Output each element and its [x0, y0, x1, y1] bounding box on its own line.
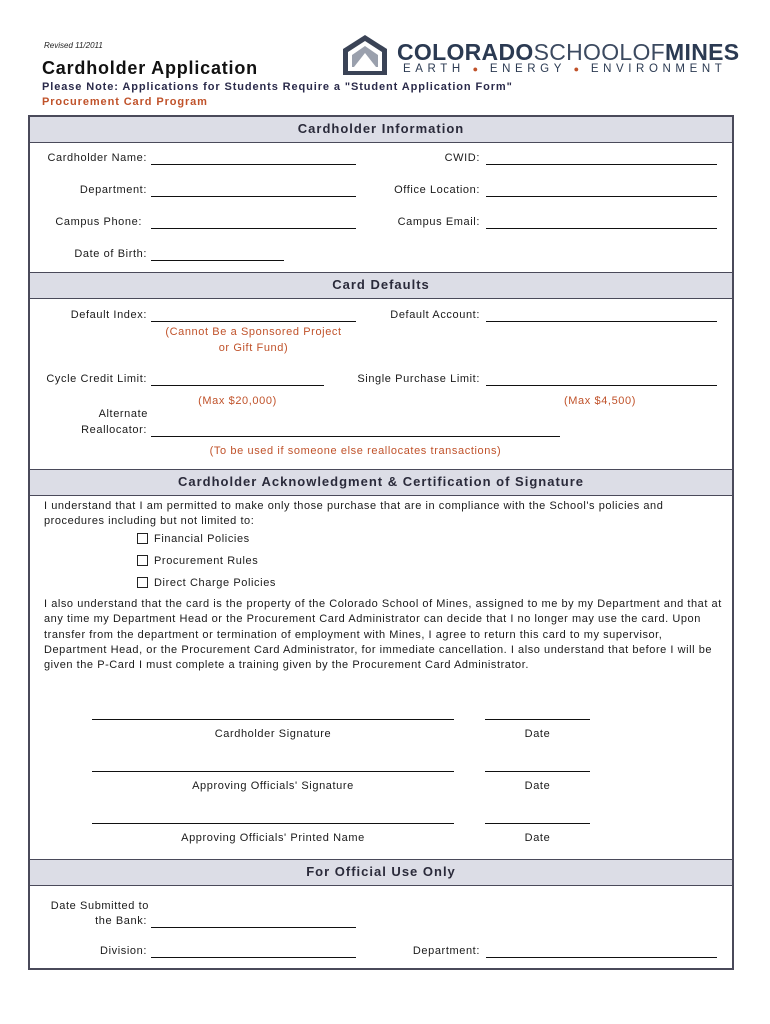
default-index-field[interactable]: [151, 321, 356, 322]
cardholder-signature-date-field[interactable]: [485, 719, 590, 720]
date-submitted-label-line2: the Bank:: [95, 915, 147, 927]
financial-policies-checkbox[interactable]: [137, 533, 148, 544]
approving-official-printed-name-date-field[interactable]: [485, 823, 590, 824]
single-purchase-limit-label: Single Purchase Limit:: [357, 373, 480, 385]
tagline-dot-icon: ●: [573, 64, 584, 74]
office-location-label: Office Location:: [394, 184, 480, 196]
acknowledgment-paragraph-1: I understand that I am permitted to make only those purchase that are in compliance with the School's policies and procedures including but not limited to:: [44, 500, 664, 528]
approving-official-signature-date-caption: Date: [524, 780, 551, 792]
logo-word-mines: MINES: [665, 39, 740, 65]
date-of-birth-label: Date of Birth:: [74, 248, 147, 260]
tagline-energy: ENERGY: [489, 63, 566, 75]
cardholder-signature-field[interactable]: [92, 719, 454, 720]
direct-charge-policies-checkbox[interactable]: [137, 577, 148, 588]
campus-phone-field[interactable]: [151, 228, 356, 229]
procurement-rules-label: Procurement Rules: [154, 555, 259, 567]
program-name: Procurement Card Program: [42, 96, 208, 108]
single-max-note: (Max $4,500): [563, 395, 636, 407]
logo-wordmark: [397, 39, 739, 66]
financial-policies-label: Financial Policies: [154, 533, 250, 545]
section-acknowledgment: Cardholder Acknowledgment & Certification of Signature: [30, 469, 732, 496]
alternate-label: Alternate: [98, 408, 148, 420]
approving-official-printed-name-field[interactable]: [92, 823, 454, 824]
reallocator-label: Reallocator:: [81, 424, 147, 436]
cwid-label: CWID:: [444, 152, 480, 164]
alternate-reallocator-field[interactable]: [151, 436, 560, 437]
official-department-label: Department:: [412, 945, 480, 957]
mines-logo-mark-icon: [340, 33, 390, 77]
cardholder-signature-date-caption: Date: [524, 728, 551, 740]
division-label: Division:: [100, 945, 147, 957]
index-note-line1: (Cannot Be a Sponsored Project: [165, 326, 342, 338]
cycle-max-note: (Max $20,000): [198, 395, 277, 407]
tagline-environment: ENVIRONMENT: [590, 63, 727, 75]
approving-official-signature-caption: Approving Officials' Signature: [192, 780, 354, 792]
cycle-credit-limit-field[interactable]: [151, 385, 324, 386]
logo-word-schoolof: SCHOOLOF: [533, 39, 666, 65]
single-purchase-limit-field[interactable]: [486, 385, 717, 386]
date-of-birth-field[interactable]: [151, 260, 284, 261]
department-field[interactable]: [151, 196, 356, 197]
campus-email-field[interactable]: [486, 228, 717, 229]
procurement-rules-checkbox[interactable]: [137, 555, 148, 566]
index-note-line2: or Gift Fund): [218, 342, 289, 354]
approving-official-printed-name-date-caption: Date: [524, 832, 551, 844]
student-note: Please Note: Applications for Students Require a "Student Application Form": [42, 81, 513, 93]
section-official-use: For Official Use Only: [30, 859, 732, 886]
date-submitted-label-line1: Date Submitted to: [50, 900, 149, 912]
approving-official-signature-date-field[interactable]: [485, 771, 590, 772]
cwid-field[interactable]: [486, 164, 717, 165]
official-department-field[interactable]: [486, 957, 717, 958]
logo-tagline: [403, 63, 726, 75]
cardholder-signature-caption: Cardholder Signature: [214, 728, 332, 740]
reallocator-note: (To be used if someone else reallocates transactions): [209, 445, 502, 457]
cycle-credit-limit-label: Cycle Credit Limit:: [46, 373, 147, 385]
office-location-field[interactable]: [486, 196, 717, 197]
cardholder-name-label: Cardholder Name:: [47, 152, 147, 164]
logo-word-colorado: COLORADO: [397, 39, 534, 65]
default-account-label: Default Account:: [390, 309, 480, 321]
campus-email-label: Campus Email:: [397, 216, 480, 228]
revised-date: Revised 11/2011: [44, 41, 103, 50]
campus-phone-label: Campus Phone:: [55, 216, 142, 228]
approving-official-printed-name-caption: Approving Officials' Printed Name: [181, 832, 365, 844]
date-submitted-field[interactable]: [151, 927, 356, 928]
approving-official-signature-field[interactable]: [92, 771, 454, 772]
page-title: Cardholder Application: [42, 58, 258, 78]
division-field[interactable]: [151, 957, 356, 958]
tagline-earth: EARTH: [403, 63, 465, 75]
department-label: Department:: [79, 184, 147, 196]
direct-charge-policies-label: Direct Charge Policies: [154, 577, 277, 589]
tagline-dot-icon: ●: [472, 64, 483, 74]
section-card-defaults: Card Defaults: [30, 272, 732, 299]
default-account-field[interactable]: [486, 321, 717, 322]
acknowledgment-paragraph-2: I also understand that the card is the property of the Colorado School of Mines, assigned to me by my Department and that at any time my Department Head or the Procurement Card Administrator can decide that I no longer may use the card. Upon transfer from the department or termination of employment with Mines, I agree to return this card to my supervisor, Department Head, or the Procurement Card Administrator, for immediate cancellation. I also understand that before I will be given the P-Card I must complete a training given by the Procurement Card Administrator.: [44, 598, 722, 672]
default-index-label: Default Index:: [70, 309, 147, 321]
section-cardholder-information: Cardholder Information: [30, 116, 732, 143]
cardholder-name-field[interactable]: [151, 164, 356, 165]
